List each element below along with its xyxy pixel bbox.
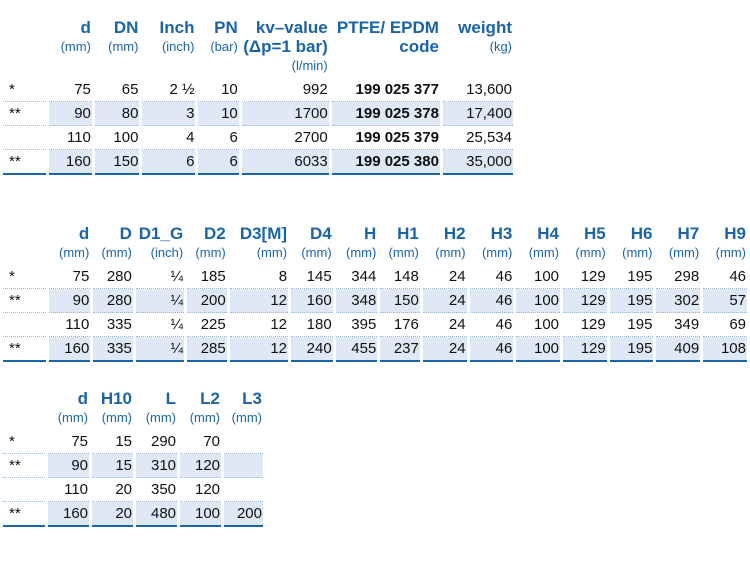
table-cell: 90 — [48, 454, 89, 478]
table-cell: 35,000 — [443, 150, 513, 175]
table-cell: 6 — [198, 126, 238, 150]
table-cell: 455 — [336, 337, 378, 362]
table-cell: 395 — [336, 313, 378, 337]
table-row — [3, 313, 747, 337]
col-header-inch: Inch (inch) — [159, 18, 195, 54]
col-header-d: D (mm) — [101, 224, 132, 260]
table-cell: 46 — [470, 265, 514, 289]
table-cell: 24 — [423, 289, 467, 313]
table-cell: 160 — [49, 337, 91, 362]
col-header-ptfe-epdm-code: PTFE/ EPDM code — [336, 18, 439, 56]
table-cell: 24 — [423, 337, 467, 362]
table-cell: 12 — [230, 289, 288, 313]
col-header-h: H (mm) — [345, 224, 377, 260]
table-cell: 129 — [563, 337, 607, 362]
table-cell: ¼ — [136, 313, 184, 337]
table-cell: 145 — [291, 265, 333, 289]
table-cell: 100 — [516, 289, 560, 313]
col-header-h6: H6 (mm) — [622, 224, 653, 260]
table-row — [3, 126, 513, 150]
table-row — [3, 150, 513, 175]
table-cell: 195 — [610, 313, 654, 337]
col-header-marker — [3, 18, 46, 78]
col-header-h1: H1 (mm) — [388, 224, 419, 260]
table-cell: 992 — [242, 78, 329, 102]
table-row — [3, 289, 747, 313]
valve-spec-table-1 — [0, 18, 516, 175]
table-cell: ¼ — [136, 265, 184, 289]
table-cell: 10 — [198, 102, 238, 126]
row-marker: ** — [3, 102, 46, 126]
table-cell: 90 — [49, 102, 91, 126]
table-cell: 160 — [48, 502, 89, 527]
col-header-h10: H10 (mm) — [100, 389, 133, 425]
table-cell: 298 — [656, 265, 700, 289]
table-row — [3, 78, 513, 102]
table-cell: 302 — [656, 289, 700, 313]
table-cell: 195 — [610, 337, 654, 362]
table-cell: 100 — [516, 337, 560, 362]
table-cell: 100 — [180, 502, 221, 527]
table-cell — [224, 478, 263, 502]
col-header-marker — [3, 389, 45, 430]
table-cell: ¼ — [136, 337, 184, 362]
row-marker: * — [3, 78, 46, 102]
table-cell: 2700 — [242, 126, 329, 150]
table-cell: 176 — [380, 313, 420, 337]
col-header-weight: weight (kg) — [458, 18, 512, 54]
col-header-h4: H4 (mm) — [528, 224, 560, 260]
row-marker: ** — [3, 150, 46, 175]
table-cell: 237 — [380, 337, 420, 362]
table-cell: 20 — [92, 478, 133, 502]
table-cell: 13,600 — [443, 78, 513, 102]
table-cell: 348 — [336, 289, 378, 313]
table-cell: 160 — [291, 289, 333, 313]
table-cell: 290 — [136, 430, 177, 454]
col-header-h5: H5 (mm) — [575, 224, 606, 260]
col-header-d3-m-: D3[M] (mm) — [239, 224, 288, 260]
row-marker: ** — [3, 454, 45, 478]
table-cell: 120 — [180, 478, 221, 502]
col-header-l3: L3 (mm) — [231, 389, 262, 425]
table-cell: 10 — [198, 78, 238, 102]
table-cell: 108 — [703, 337, 747, 362]
table-cell: 200 — [224, 502, 263, 527]
row-marker: ** — [3, 289, 46, 313]
table-cell: 199 025 378 — [332, 102, 440, 126]
valve-dimension-table-2 — [0, 224, 750, 362]
table-cell: 110 — [49, 313, 91, 337]
table-cell: 160 — [49, 150, 91, 175]
col-header-h3: H3 (mm) — [481, 224, 513, 260]
table-row — [3, 337, 747, 362]
table-cell: 409 — [656, 337, 700, 362]
table-cell: 344 — [336, 265, 378, 289]
table-cell: 24 — [423, 313, 467, 337]
table-cell: 335 — [93, 313, 133, 337]
table-cell: 15 — [92, 430, 133, 454]
table-cell: 129 — [563, 289, 607, 313]
col-header-h7: H7 (mm) — [668, 224, 700, 260]
col-header-pn: PN (bar) — [210, 18, 238, 54]
table-cell: 4 — [142, 126, 195, 150]
table-row — [3, 430, 263, 454]
col-header-d: d (mm) — [57, 389, 89, 425]
table-cell: 70 — [180, 430, 221, 454]
table-cell: 20 — [92, 502, 133, 527]
table-cell: 12 — [230, 313, 288, 337]
table-cell: 199 025 377 — [332, 78, 440, 102]
row-marker — [3, 313, 46, 337]
table-cell: 69 — [703, 313, 747, 337]
table-cell: 100 — [516, 313, 560, 337]
table-cell: 6 — [142, 150, 195, 175]
table-cell — [224, 454, 263, 478]
col-header-d: d (mm) — [60, 18, 91, 54]
table-cell: 80 — [95, 102, 140, 126]
table-cell: 3 — [142, 102, 195, 126]
table-row — [3, 478, 263, 502]
table-cell: 46 — [470, 313, 514, 337]
table-cell: 2 ½ — [142, 78, 195, 102]
table-cell: 12 — [230, 337, 288, 362]
table-row — [3, 454, 263, 478]
table-cell: 100 — [516, 265, 560, 289]
col-header-l: L (mm) — [145, 389, 177, 425]
table-cell: 90 — [49, 289, 91, 313]
table-cell: 24 — [423, 265, 467, 289]
table-cell: 150 — [95, 150, 140, 175]
table-cell: 148 — [380, 265, 420, 289]
table-cell: 6 — [198, 150, 238, 175]
table-cell: 100 — [95, 126, 140, 150]
table-cell: 280 — [93, 265, 133, 289]
table-cell: 46 — [470, 289, 514, 313]
col-header-d4: D4 (mm) — [301, 224, 332, 260]
col-header-h2: H2 (mm) — [435, 224, 466, 260]
valve-dimension-table-3 — [0, 389, 266, 527]
table-cell — [224, 430, 263, 454]
col-header-dn: DN (mm) — [108, 18, 139, 54]
col-header-h9: H9 (mm) — [715, 224, 746, 260]
table-cell: 195 — [610, 265, 654, 289]
row-marker: ** — [3, 337, 46, 362]
table-cell: 17,400 — [443, 102, 513, 126]
col-header-d: d (mm) — [58, 224, 90, 260]
col-header-kv-value: kv–value (Δp=1 bar) (l/min) — [243, 18, 328, 73]
table-row — [3, 102, 513, 126]
col-header-d2: D2 (mm) — [195, 224, 226, 260]
table-row — [3, 502, 263, 527]
table-cell: 195 — [610, 289, 654, 313]
table-cell: ¼ — [136, 289, 184, 313]
row-marker: * — [3, 265, 46, 289]
table-cell: 480 — [136, 502, 177, 527]
table-cell: 110 — [49, 126, 91, 150]
table-cell: 150 — [380, 289, 420, 313]
table-cell: 8 — [230, 265, 288, 289]
table-cell: 110 — [48, 478, 89, 502]
table-cell: 129 — [563, 313, 607, 337]
table-cell: 75 — [48, 430, 89, 454]
table-cell: 75 — [49, 78, 91, 102]
table-cell: 15 — [92, 454, 133, 478]
table-cell: 199 025 379 — [332, 126, 440, 150]
row-marker: ** — [3, 502, 45, 527]
table-cell: 349 — [656, 313, 700, 337]
table-cell: 46 — [703, 265, 747, 289]
table-cell: 6033 — [242, 150, 329, 175]
table-cell: 240 — [291, 337, 333, 362]
table-cell: 285 — [187, 337, 227, 362]
col-header-l2: L2 (mm) — [189, 389, 221, 425]
table-cell: 57 — [703, 289, 747, 313]
table-cell: 335 — [93, 337, 133, 362]
table-cell: 310 — [136, 454, 177, 478]
row-marker — [3, 478, 45, 502]
col-header-marker — [3, 224, 46, 265]
table-cell: 25,534 — [443, 126, 513, 150]
table-cell: 185 — [187, 265, 227, 289]
table-cell: 350 — [136, 478, 177, 502]
table-cell: 199 025 380 — [332, 150, 440, 175]
table-cell: 1700 — [242, 102, 329, 126]
table-cell: 280 — [93, 289, 133, 313]
table-cell: 120 — [180, 454, 221, 478]
table-cell: 46 — [470, 337, 514, 362]
table-cell: 225 — [187, 313, 227, 337]
table-cell: 200 — [187, 289, 227, 313]
table-row — [3, 265, 747, 289]
col-header-d1-g: D1_G (inch) — [138, 224, 184, 260]
row-marker — [3, 126, 46, 150]
table-cell: 180 — [291, 313, 333, 337]
table-cell: 75 — [49, 265, 91, 289]
row-marker: * — [3, 430, 45, 454]
table-cell: 65 — [95, 78, 140, 102]
table-cell: 129 — [563, 265, 607, 289]
